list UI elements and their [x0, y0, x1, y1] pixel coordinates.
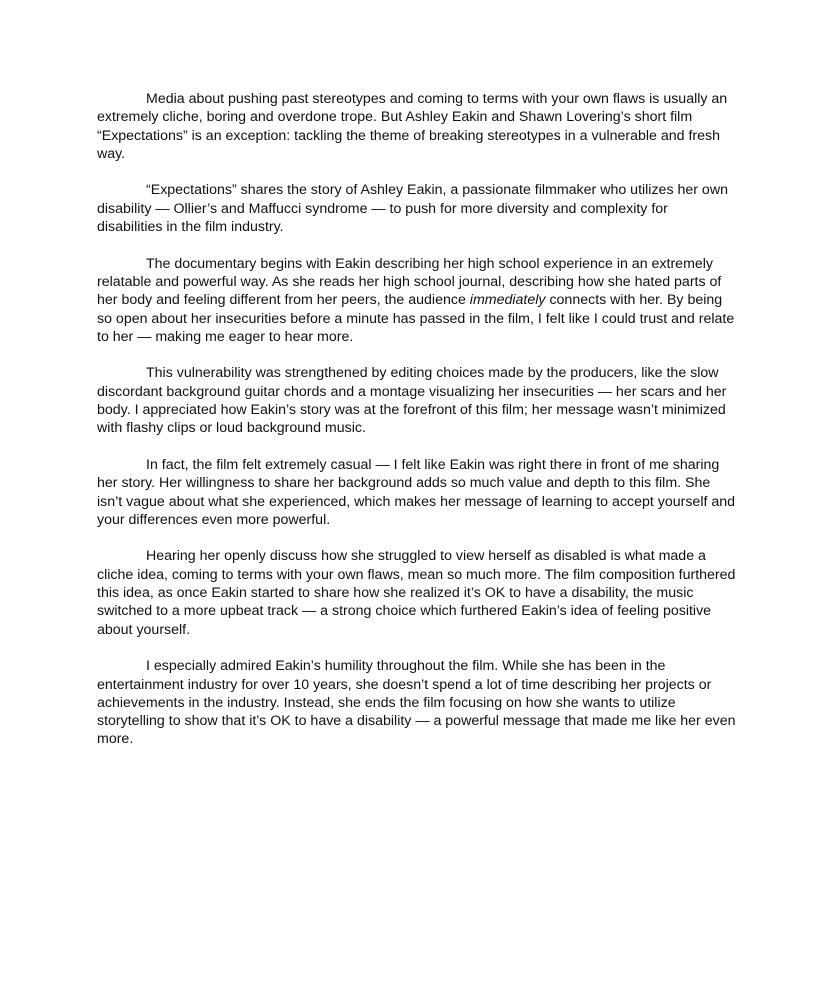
paragraph-7 [97, 657, 737, 748]
paragraph-4-text: This vulnerability was strengthened by editing choices made by the producers, like the slow discordant background guitar chords and a montage visualizing her insecurities — her scars and her body. I appreciated how Eakin’s story was at the forefront of this film; her message wasn’t minimized with flashy clips or loud background music. [97, 365, 727, 437]
paragraph-4 [97, 364, 737, 437]
paragraph-3-text-b: connects with her. By being so open about her insecurities before a minute has passed in the film, I felt like I could trust and relate to her — making me eager to hear more. [97, 292, 735, 345]
paragraph-3 [97, 255, 737, 346]
paragraph-5-text: In fact, the film felt extremely casual — I felt like Eakin was right there in front of me sharing her story. Her willingness to share her background adds so much value and depth to this film. She isn’t vague about what she experienced, which makes her message of learning to accept yourself and your differences even more powerful. [97, 456, 736, 528]
paragraph-1-text: Media about pushing past stereotypes and coming to terms with your own flaws is usually an extremely cliche, boring and overdone trope. But Ashley Eakin and Shawn Lovering’s short film “Expectations” is an exception: tackling the theme of breaking stereotypes in a vulnerable and fresh way. [97, 91, 728, 162]
paragraph-7-text: I especially admired Eakin’s humility throughout the film. While she has been in the entertainment industry for over 10 years, she doesn’t spend a lot of time describing her projects or achievements in the industry. Instead, she ends the film focusing on how she wants to utilize storytelling to show that it’s OK to have a disability — a powerful message that made me like her even more. [97, 658, 736, 748]
paragraph-6-text: Hearing her openly discuss how she struggled to view herself as disabled is what made a cliche idea, coming to terms with your own flaws, mean so much more. The film composition furthered this idea, as once Eakin started to share how she realized it’s OK to have a disability, the music switched to a more upbeat track — a strong choice which furthered Eakin’s idea of feeling positive about yourself. [97, 548, 736, 638]
paragraph-2 [97, 181, 737, 236]
paragraph-2-text: “Expectations” shares the story of Ashley Eakin, a passionate filmmaker who utilizes her own disability — Ollier’s and Maffucci syndrome — to push for more diversity and complexity for disabilities in the film industry. [97, 182, 728, 236]
paragraph-1 [97, 90, 737, 163]
paragraph-5 [97, 456, 737, 529]
paragraph-3-text-a: The documentary begins with Eakin describing her high school experience in an extremely relatable and powerful way. As she reads her high school journal, describing how she hated parts of her body and feeling different from her peers, the audience [97, 255, 722, 309]
document-body [97, 90, 737, 767]
paragraph-6 [97, 547, 737, 638]
paragraph-3-emphasis: immediately [469, 292, 546, 309]
